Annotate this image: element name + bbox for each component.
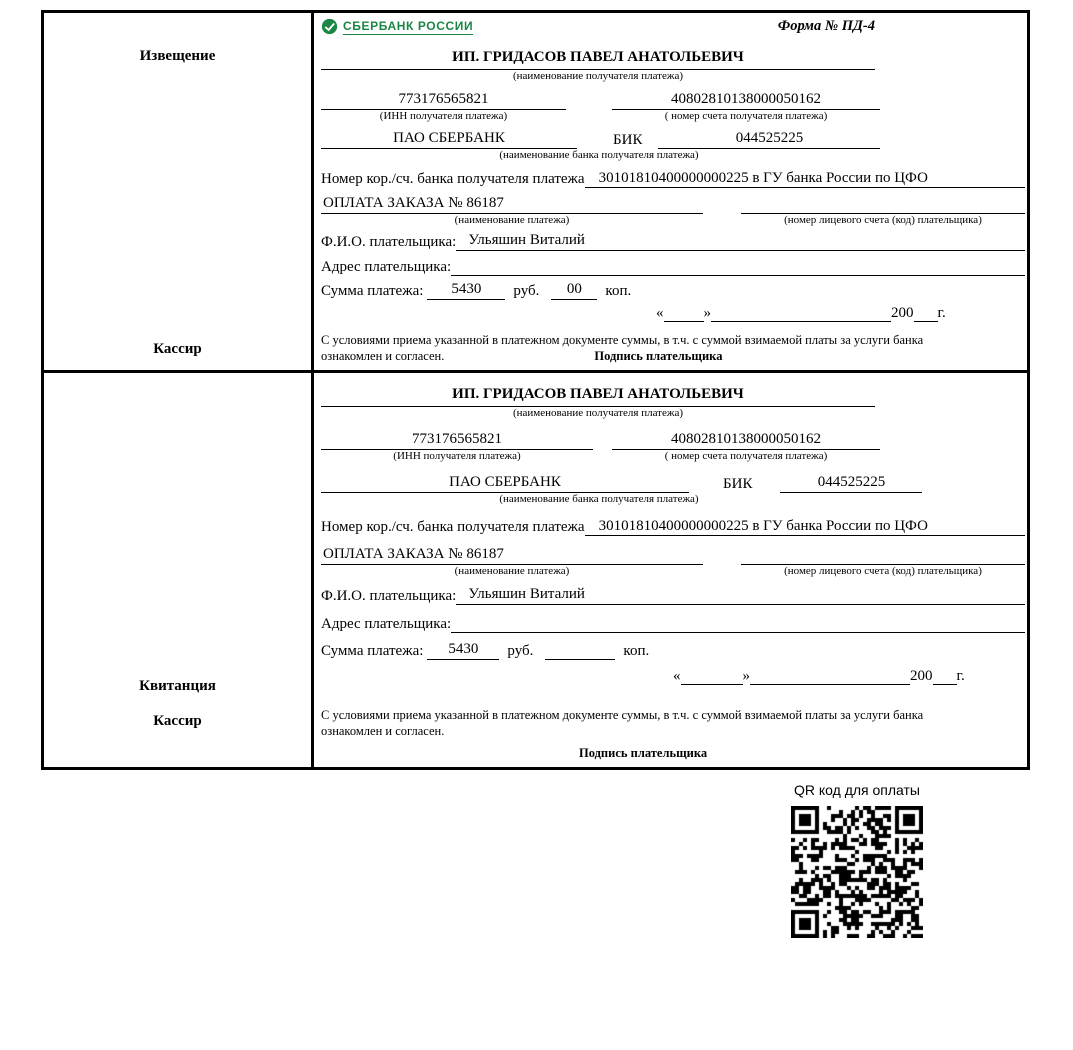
date-quote-open: «	[673, 668, 681, 684]
receipt-slip	[41, 373, 1030, 770]
amount-kop-value	[545, 641, 615, 660]
inn-account-row	[321, 91, 1025, 110]
payment-purpose-value: ОПЛАТА ЗАКАЗА № 86187	[321, 546, 703, 565]
payer-name-row	[321, 586, 1025, 605]
recipient-block	[321, 386, 875, 419]
amount-row	[321, 641, 1025, 660]
bank-caption: (наименование банка получателя платежа)	[499, 493, 699, 505]
account-value: 40802810138000050162	[612, 431, 880, 450]
inn-account-captions	[321, 110, 1025, 122]
bank-name: ПАО СБЕРБАНК	[321, 130, 577, 149]
amount-label: Сумма платежа:	[321, 283, 424, 299]
bik-label: БИК	[613, 132, 643, 148]
date-year-prefix: 200	[891, 305, 914, 321]
inn-value: 773176565821	[321, 431, 593, 450]
date-day-blank	[681, 668, 743, 685]
bik-label: БИК	[723, 476, 753, 492]
rub-label: руб.	[507, 643, 534, 659]
personal-account-blank	[741, 546, 1025, 565]
bank-row	[321, 130, 1025, 149]
notice-slip	[41, 10, 1030, 373]
purpose-row	[321, 195, 1025, 214]
payer-address-row	[321, 257, 1025, 276]
receipt-left-column	[44, 373, 314, 767]
sberbank-logo-text: СБЕРБАНК РОССИИ	[343, 18, 474, 33]
date-month-blank	[711, 305, 891, 322]
account-caption: ( номер счета получателя платежа)	[664, 450, 828, 462]
recipient-name: ИП. ГРИДАСОВ ПАВЕЛ АНАТОЛЬЕВИЧ	[321, 386, 875, 407]
payer-address-label: Адрес плательщика:	[321, 616, 452, 632]
bank-caption: (наименование банка получателя платежа)	[499, 149, 699, 161]
date-row	[656, 305, 1025, 322]
payment-purpose-value: ОПЛАТА ЗАКАЗА № 86187	[321, 195, 703, 214]
qr-block	[782, 782, 932, 938]
notice-left-column	[44, 13, 314, 370]
qr-code	[791, 806, 923, 938]
bank-name: ПАО СБЕРБАНК	[321, 474, 689, 493]
payer-name-value: Ульяшин Виталий	[456, 586, 1025, 605]
inn-account-captions	[321, 450, 1025, 462]
date-quote-close: »	[703, 305, 711, 321]
signature-label: Подпись плательщика	[579, 745, 708, 760]
kop-label: коп.	[605, 283, 632, 299]
payer-name-row	[321, 232, 1025, 251]
purpose-caption: (наименование платежа)	[454, 214, 570, 226]
agreement-text	[321, 332, 981, 365]
date-year-suffix: г.	[956, 668, 965, 684]
personal-account-blank	[741, 195, 1025, 214]
sberbank-logo-icon	[321, 18, 338, 35]
inn-caption: (ИНН получателя платежа)	[393, 450, 521, 462]
date-quote-close: »	[742, 668, 750, 684]
payer-name-value: Ульяшин Виталий	[456, 232, 1025, 251]
personal-account-caption: (номер лицевого счета (код) плательщика)	[784, 565, 982, 577]
amount-rub-value: 5430	[427, 281, 505, 300]
amount-row	[321, 281, 1025, 300]
form-number: Форма № ПД-4	[777, 18, 875, 34]
account-value: 40802810138000050162	[612, 91, 880, 110]
purpose-captions	[321, 565, 1025, 577]
purpose-row	[321, 546, 1025, 565]
agreement-line1: С условиями приема указанной в платежном документе суммы, в т.ч. с суммой взимаемой платы за услуги банка	[321, 708, 924, 722]
date-year-blank	[914, 305, 938, 322]
receipt-form	[314, 373, 1027, 767]
recipient-caption: (наименование получателя платежа)	[512, 70, 684, 82]
receipt-section-label: Квитанция	[139, 678, 216, 694]
notice-section-label: Извещение	[139, 48, 216, 64]
corr-account-row	[321, 170, 1025, 188]
recipient-name: ИП. ГРИДАСОВ ПАВЕЛ АНАТОЛЬЕВИЧ	[321, 49, 875, 70]
inn-caption: (ИНН получателя платежа)	[379, 110, 508, 122]
agreement-line2-row	[321, 348, 981, 364]
amount-rub-value: 5430	[427, 641, 499, 660]
amount-label: Сумма платежа:	[321, 643, 424, 659]
notice-header-row	[321, 18, 1025, 48]
notice-cashier-label: Кассир	[153, 341, 202, 357]
date-quote-open: «	[656, 305, 664, 321]
payer-address-row	[321, 614, 1025, 633]
bik-value: 044525225	[780, 474, 922, 493]
corr-account-row	[321, 518, 1025, 536]
date-year-blank	[933, 668, 957, 685]
rub-label: руб.	[513, 283, 540, 299]
date-month-blank	[750, 668, 910, 685]
corr-account-label: Номер кор./сч. банка получателя платежа	[321, 171, 585, 187]
date-row	[673, 668, 1025, 685]
inn-value: 773176565821	[321, 91, 566, 110]
date-year-suffix: г.	[937, 305, 946, 321]
personal-account-caption: (номер лицевого счета (код) плательщика)	[784, 214, 982, 226]
payer-name-label: Ф.И.О. плательщика:	[321, 234, 457, 250]
sberbank-logo	[321, 18, 473, 35]
bank-row	[321, 474, 1025, 493]
agreement-line2: ознакомлен и согласен.	[321, 349, 445, 364]
payer-address-label: Адрес плательщика:	[321, 259, 452, 275]
recipient-block	[321, 49, 875, 82]
date-year-prefix: 200	[910, 668, 933, 684]
signature-label: Подпись плательщика	[594, 349, 723, 364]
payer-name-label: Ф.И.О. плательщика:	[321, 588, 457, 604]
agreement-line2: ознакомлен и согласен.	[321, 724, 445, 739]
recipient-caption: (наименование получателя платежа)	[512, 407, 684, 419]
kop-label: коп.	[623, 643, 650, 659]
purpose-caption: (наименование платежа)	[454, 565, 570, 577]
inn-account-row	[321, 431, 1025, 450]
payer-address-value	[451, 614, 1025, 633]
date-day-blank	[664, 305, 704, 322]
corr-account-value: 30101810400000000225 в ГУ банка России по ЦФО	[585, 518, 1025, 536]
amount-kop-value: 00	[551, 281, 597, 300]
agreement-text	[321, 707, 981, 740]
corr-account-label: Номер кор./сч. банка получателя платежа	[321, 519, 585, 535]
purpose-captions	[321, 214, 1025, 226]
agreement-line1: С условиями приема указанной в платежном документе суммы, в т.ч. с суммой взимаемой платы за услуги банка	[321, 333, 924, 347]
bik-value: 044525225	[658, 130, 880, 149]
account-caption: ( номер счета получателя платежа)	[664, 110, 828, 122]
receipt-cashier-label: Кассир	[153, 713, 202, 729]
corr-account-value: 30101810400000000225 в ГУ банка России по ЦФО	[585, 170, 1025, 188]
qr-caption: QR код для оплаты	[793, 782, 920, 798]
payer-address-value	[451, 257, 1025, 276]
notice-form	[314, 13, 1027, 370]
